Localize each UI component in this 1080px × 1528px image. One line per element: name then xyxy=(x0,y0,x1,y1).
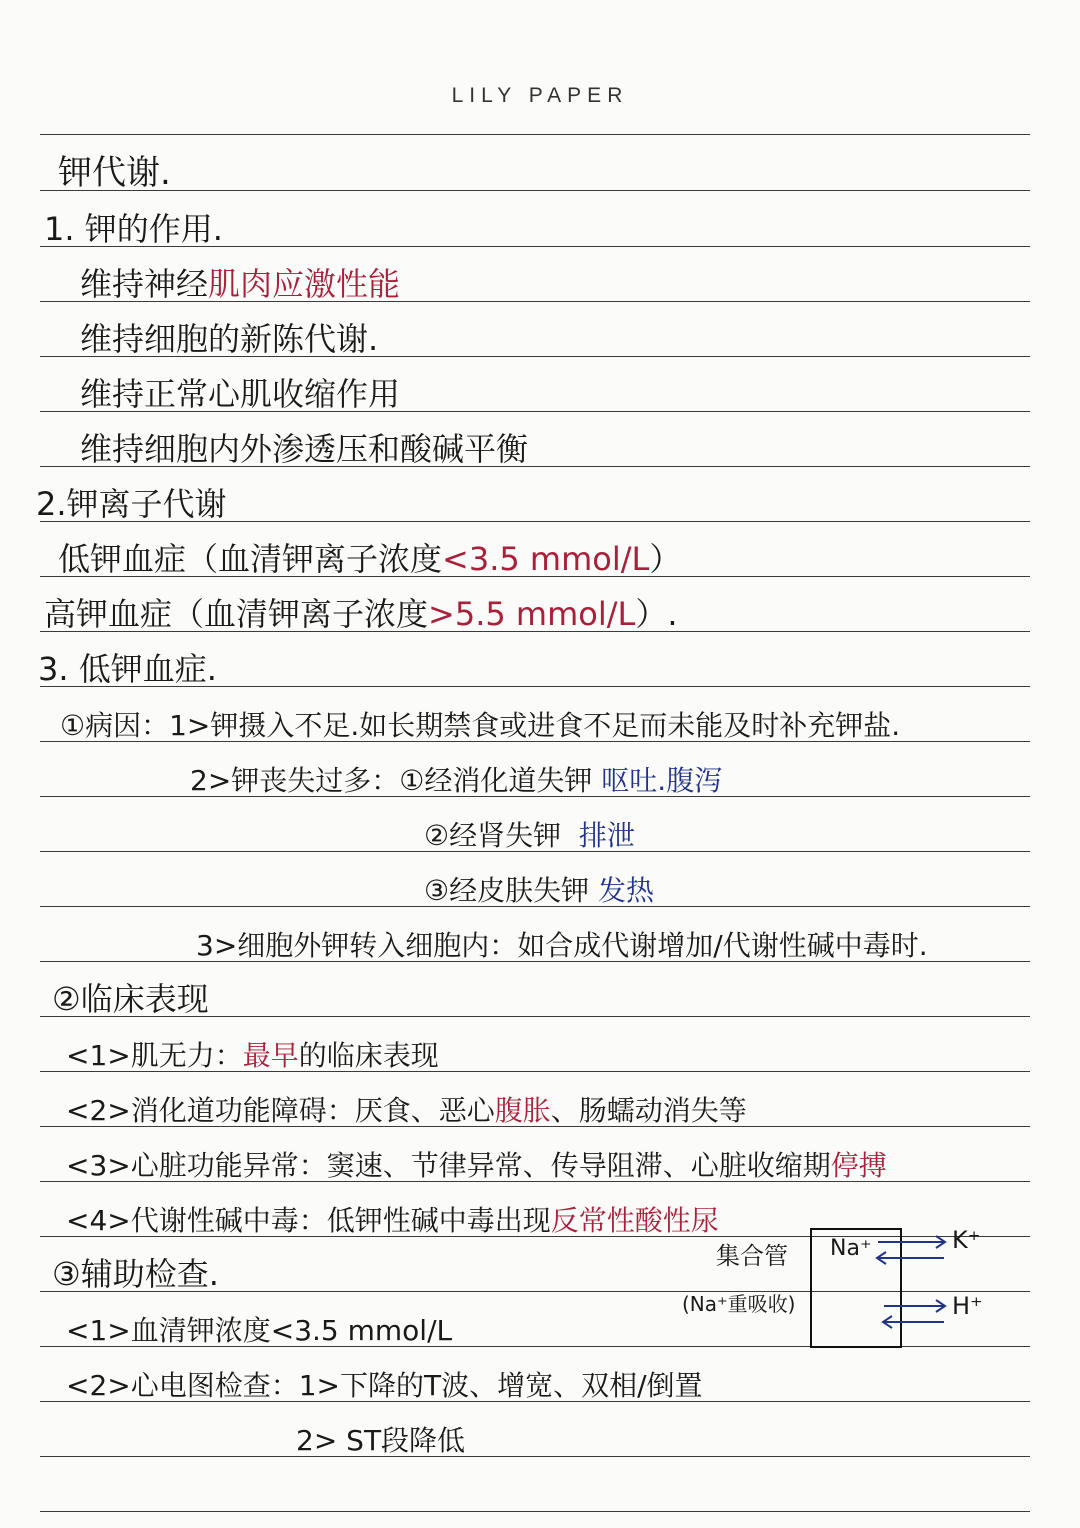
paper-brand-header: LILY PAPER xyxy=(451,84,629,107)
role-item-4: 维持细胞内外渗透压和酸碱平衡 xyxy=(80,430,529,468)
cause-label: ①病因： xyxy=(60,709,170,742)
ruled-line xyxy=(40,1456,1030,1457)
hyperkalemia-threshold: >5.5 mmol/L xyxy=(428,595,636,633)
exam-item-1: <1>血清钾浓度<3.5 mmol/L xyxy=(66,1314,453,1347)
cause-2-note: 呕吐.腹泻 xyxy=(601,764,723,797)
hypokalemia-threshold: <3.5 mmol/L xyxy=(442,540,650,578)
role-item-2: 维持细胞的新陈代谢. xyxy=(80,320,379,358)
exam-item-2: <2>心电图检查：1>下降的T波、增宽、双相/倒置 xyxy=(66,1369,703,1402)
exam-heading: ③辅助检查. xyxy=(52,1255,219,1293)
clinical-item-2-highlight: 腹胀 xyxy=(494,1094,551,1127)
clinical-item-4-highlight: 反常性酸性尿 xyxy=(550,1204,719,1237)
section-2-heading: 2.钾离子代谢 xyxy=(36,485,227,523)
page-title: 钾代谢. xyxy=(58,153,171,193)
clinical-item-1 xyxy=(66,1036,439,1076)
clinical-item-1-text: <1>肌无力： xyxy=(66,1039,243,1072)
cause-2c: ③经皮肤失钾 xyxy=(424,874,590,907)
ruled-line xyxy=(40,134,1030,135)
clinical-item-1-highlight: 最早 xyxy=(242,1039,299,1072)
cause-line-3: 3>细胞外钾转入细胞内：如合成代谢增加/代谢性碱中毒时. xyxy=(196,929,928,962)
hyperkalemia-definition xyxy=(44,594,678,634)
cause-line-2c xyxy=(424,871,654,911)
role-item-3: 维持正常心肌收缩作用 xyxy=(80,375,401,413)
collecting-duct-label: 集合管 xyxy=(716,1242,788,1270)
clinical-item-2-text: <2>消化道功能障碍：厌食、恶心 xyxy=(66,1094,495,1127)
ruled-line xyxy=(40,1511,1030,1512)
collecting-duct-diagram xyxy=(660,1222,1000,1352)
ruled-line xyxy=(40,190,1030,191)
section-1-heading: 1. 钾的作用. xyxy=(44,210,223,248)
cause-2b: ②经肾失钾 xyxy=(424,819,562,852)
k-ion-label: K⁺ xyxy=(952,1226,981,1254)
ion-exchange-arrows xyxy=(660,1222,1000,1352)
clinical-item-3-text: <3>心脏功能异常：窦速、节律异常、传导阻滞、心脏收缩期 xyxy=(66,1149,831,1182)
cause-line-2b xyxy=(424,816,635,856)
role-item-1-highlight: 肌肉应激性能 xyxy=(208,265,401,303)
clinical-item-3 xyxy=(66,1146,887,1186)
clinical-item-3-highlight: 停搏 xyxy=(830,1149,887,1182)
h-ion-label: H⁺ xyxy=(952,1292,983,1320)
role-item-1 xyxy=(80,264,400,304)
section-3-heading: 3. 低钾血症. xyxy=(38,650,217,688)
clinical-item-4-text: <4>代谢性碱中毒：低钾性碱中毒出现 xyxy=(66,1204,551,1237)
cause-line-1 xyxy=(60,706,900,746)
cause-line-2 xyxy=(190,761,722,801)
hyperkalemia-text: 高钾血症（血清钾离子浓度 xyxy=(44,595,429,633)
cause-1: 1>钾摄入不足.如长期禁食或进食不足而未能及时补充钾盐. xyxy=(169,709,901,742)
clinical-item-1-rest: 的临床表现 xyxy=(298,1039,439,1072)
clinical-item-2-rest: 、肠蠕动消失等 xyxy=(550,1094,747,1127)
hypokalemia-definition xyxy=(58,539,681,579)
cause-2c-note: 发热 xyxy=(598,874,655,907)
clinical-item-4 xyxy=(66,1201,719,1241)
clinical-item-2 xyxy=(66,1091,747,1131)
role-item-1-text: 维持神经 xyxy=(80,265,209,303)
cause-2b-note: 排泄 xyxy=(578,819,635,852)
clinical-heading: ②临床表现 xyxy=(52,980,209,1018)
na-reabsorption-label: (Na⁺重吸收) xyxy=(682,1292,796,1316)
cause-2: 2>钾丧失过多：①经消化道失钾 xyxy=(190,764,593,797)
hypokalemia-close: ） xyxy=(649,540,682,578)
na-ion-label: Na⁺ xyxy=(830,1236,872,1261)
hypokalemia-text: 低钾血症（血清钾离子浓度 xyxy=(58,540,443,578)
exam-item-3: 2> ST段降低 xyxy=(296,1424,466,1457)
hyperkalemia-close: ）. xyxy=(635,595,678,633)
